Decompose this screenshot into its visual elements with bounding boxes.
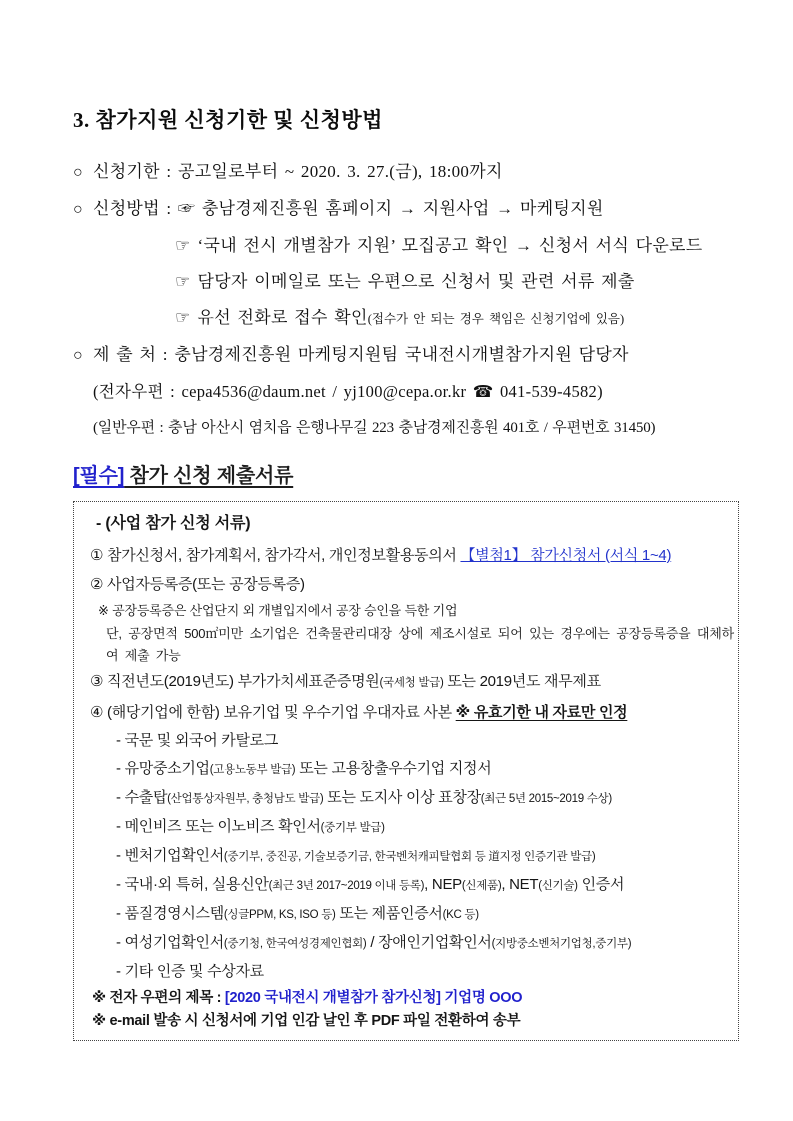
submit-to-text: 제 출 처 : 충남경제진흥원 마케팅지원팀 국내전시개별참가지원 담당자 xyxy=(92,345,629,364)
doc-subitem-9 xyxy=(90,958,726,986)
email-line: (전자우편 : cepa4536@daum.net / yj100@cepa.or.kr ☎ 041-539-4582) xyxy=(93,382,603,401)
method-step-text: 담당자 이메일로 또는 우편으로 신청서 및 관련 서류 제출 xyxy=(197,272,635,291)
submit-to-line xyxy=(73,337,739,374)
method-step-text: 유선 전화로 접수 확인 xyxy=(197,308,368,327)
subitem-text: - 메인비즈 또는 이노비즈 확인서 xyxy=(116,818,321,835)
subitem-text: - 품질경영시스템 xyxy=(116,905,224,922)
circle-bullet-icon: ○ xyxy=(73,347,83,364)
factory-note-2: 단, 공장면적 500㎡미만 소기업은 건축물관리대장 상에 제조시설로 되어 있는 경우에는 공장등록증을 대체하여 제출 가능 xyxy=(106,626,734,663)
circle-bullet-icon: ○ xyxy=(73,164,83,181)
doc-subitem-7 xyxy=(90,900,726,929)
subitem-small: (중기청, 한국여성경제인협회) xyxy=(223,938,367,950)
doc-subitem-8 xyxy=(90,929,726,958)
subitem-small: (산업통상자원부, 충청남도 발급) xyxy=(167,793,324,805)
doc-item-3-post: 또는 2019년도 재무제표 xyxy=(443,673,601,690)
mail-line: (일반우편 : 충남 아산시 염치읍 은행나무길 223 충남경제진흥원 401호 / 우편번호 31450) xyxy=(93,420,656,436)
required-docs-box xyxy=(73,501,739,1041)
email-subject-notice xyxy=(90,988,726,1009)
subitem-small: (고용노동부 발급) xyxy=(209,764,296,776)
doc-subitem-3 xyxy=(90,784,726,813)
box-subtitle: - (사업 참가 신청 서류) xyxy=(96,515,251,532)
subitem-text: - 국문 및 외국어 카탈로그 xyxy=(116,732,279,749)
doc-subitem-6 xyxy=(90,871,726,900)
method-step-3 xyxy=(73,300,739,337)
subitem-small: (신기술) xyxy=(538,880,578,892)
subitem-text: - 벤처기업확인서 xyxy=(116,847,224,864)
deadline-text: 신청기한 : 공고일로부터 ~ 2020. 3. 27.(금), 18:00까지 xyxy=(92,162,503,181)
subitem-small: (지방중소벤처기업청,중기부) xyxy=(491,938,632,950)
subitem-small: (신제품) xyxy=(461,880,502,892)
doc-item-3 xyxy=(90,667,726,698)
subitem-text: 또는 제품인증서 xyxy=(335,905,443,922)
method-step-1 xyxy=(73,228,739,264)
subitem-small: (최근 5년 2015~2019 수상) xyxy=(480,793,612,805)
doc-subitem-2 xyxy=(90,755,726,784)
subitem-small: (최근 3년 2017~2019 이내 등록) xyxy=(268,880,425,892)
required-title: 참가 신청 제출서류 xyxy=(124,465,294,487)
factory-note-1: ※ 공장등록증은 산업단지 외 개별입지에서 공장 승인을 득한 기업 xyxy=(98,603,458,618)
doc-item-3-text: ③ 직전년도(2019년도) 부가가치세표준증명원 xyxy=(90,673,380,690)
email-send-notice: ※ e-mail 발송 시 신청서에 기업 인감 날인 후 PDF 파일 전환하여 송부 xyxy=(92,1013,521,1029)
subitem-small: (싱글PPM, KS, ISO 등) xyxy=(223,909,336,921)
pointing-hand-icon: ☞ xyxy=(175,272,191,291)
section-heading: 3. 참가지원 신청기한 및 신청방법 xyxy=(73,108,383,132)
subitem-text: 인증서 xyxy=(577,876,625,893)
subitem-text: 또는 고용창출우수기업 지정서 xyxy=(295,760,492,777)
method-step-2 xyxy=(73,264,739,300)
subitem-text: - 기타 인증 및 수상자료 xyxy=(116,963,264,980)
doc-subitem-1 xyxy=(90,727,726,755)
method-text: 신청방법 : ☞ 충남경제진흥원 홈페이지 → 지원사업 → 마케팅지원 xyxy=(92,199,604,218)
subitem-small: (KC 등) xyxy=(442,909,479,921)
email-subject-label: ※ 전자 우편의 제목 : xyxy=(92,990,225,1006)
doc-item-3-small: (국세청 발급) xyxy=(379,677,444,689)
doc-item-4 xyxy=(90,698,726,727)
doc-item-1-text: ① 참가신청서, 참가계획서, 참가각서, 개인정보활용동의서 xyxy=(90,547,461,564)
pointing-hand-icon: ☞ xyxy=(175,236,191,255)
doc-item-4-emphasis: ※ 유효기한 내 자료만 인정 xyxy=(455,704,628,721)
method-step-small-note: (접수가 안 되는 경우 책임은 신청기업에 있음) xyxy=(367,312,625,326)
doc-item-2: ② 사업자등록증(또는 공장등록증) xyxy=(90,576,305,593)
subitem-text: - 수출탑 xyxy=(116,789,168,806)
subitem-text: - 여성기업확인서 xyxy=(116,934,224,951)
doc-item-4-text: ④ (해당기업에 한함) 보유기업 및 우수기업 우대자료 사본 xyxy=(90,704,456,721)
doc-item-1 xyxy=(90,541,726,570)
method-line xyxy=(73,191,739,228)
subitem-small: (중기부 발급) xyxy=(320,822,385,834)
required-docs-heading xyxy=(73,463,739,489)
subitem-text: , NET xyxy=(501,876,539,893)
pointing-hand-icon: ☞ xyxy=(175,308,191,327)
deadline-line xyxy=(73,154,739,191)
method-step-text: ‘국내 전시 개별참가 지원’ 모집공고 확인 → 신청서 서식 다운로드 xyxy=(197,236,703,255)
subitem-small: (중기부, 중진공, 기술보증기금, 한국벤처캐피탈협회 등 道지정 인증기관 발급) xyxy=(223,851,596,863)
doc-subitem-5 xyxy=(90,842,726,871)
subitem-text: / 장애인기업확인서 xyxy=(366,934,492,951)
circle-bullet-icon: ○ xyxy=(73,201,83,218)
attachment-link[interactable]: 【별첨1】 참가신청서 (서식 1~4) xyxy=(460,547,672,564)
doc-subitem-4 xyxy=(90,813,726,842)
subitem-text: 또는 도지사 이상 표창장 xyxy=(323,789,481,806)
email-subject-value: [2020 국내전시 개별참가 참가신청] 기업명 OOO xyxy=(224,990,523,1006)
subitem-text: - 유망중소기업 xyxy=(116,760,210,777)
subitem-text: , NEP xyxy=(424,876,462,893)
required-tag: [필수] xyxy=(73,465,125,487)
subitem-text: - 국내·외 특허, 실용신안 xyxy=(116,876,269,893)
